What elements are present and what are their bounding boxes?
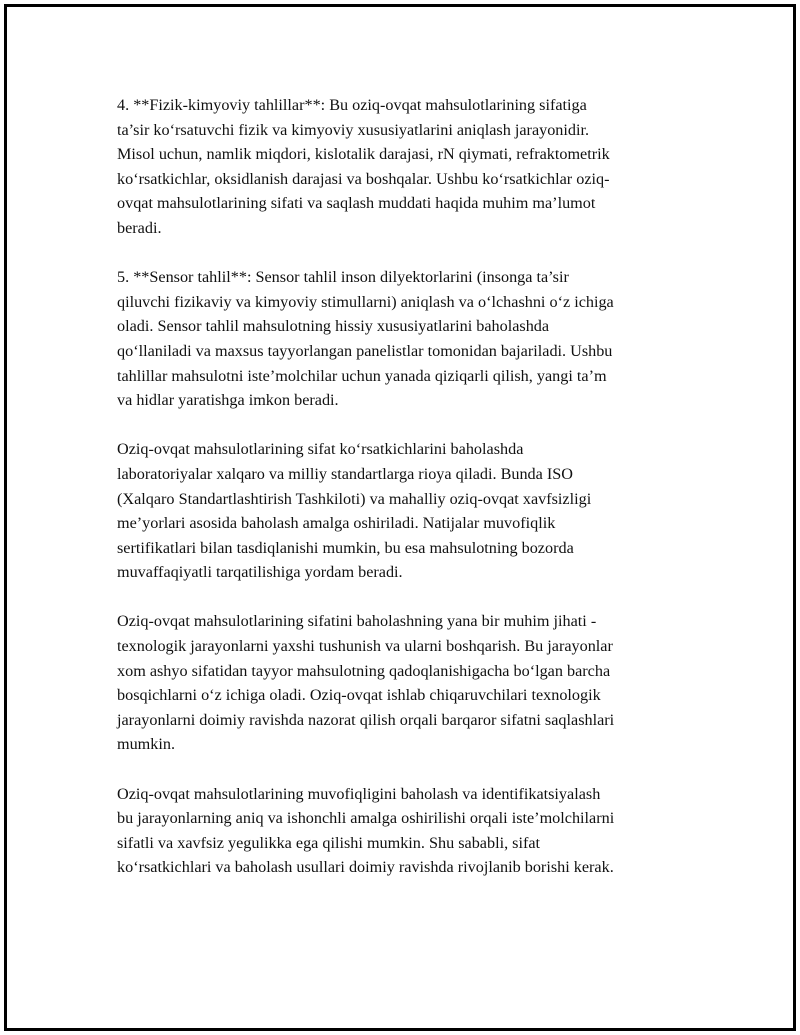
- document-body: [117, 93, 697, 880]
- text-line: ko‘rsatkichlari va baholash usullari doimiy ravishda rivojlanib borishi kerak.: [117, 858, 614, 877]
- text-line: va hidlar yaratishga imkon beradi.: [117, 391, 339, 410]
- text-line: (Xalqaro Standartlashtirish Tashkiloti) va mahalliy oziq-ovqat xavfsizligi: [117, 489, 592, 508]
- text-line: qiluvchi fizikaviy va kimyoviy stimullarni) aniqlash va o‘lchashni o‘z ichiga: [117, 292, 614, 311]
- text-line: tahlillar mahsulotni iste’molchilar uchun yanada qiziqarli qilish, yangi ta’m: [117, 366, 607, 385]
- paragraph-standards: [117, 437, 697, 585]
- text-line: muvaffaqiyatli tarqatilishiga yordam beradi.: [117, 563, 403, 582]
- text-line: Oziq-ovqat mahsulotlarining muvofiqligini baholash va identifikatsiyalash: [117, 784, 601, 803]
- paragraph-sensory-analysis: [117, 265, 697, 413]
- text-line: 4. **Fizik-kimyoviy tahlillar**: Bu oziq-ovqat mahsulotlarining sifatiga: [117, 96, 587, 114]
- text-line: beradi.: [117, 218, 162, 237]
- text-line: me’yorlari asosida baholash amalga oshiriladi. Natijalar muvofiqlik: [117, 514, 556, 533]
- text-line: mumkin.: [117, 735, 176, 754]
- paragraph-technological-processes: [117, 609, 697, 757]
- text-line: laboratoriyalar xalqaro va milliy standartlarga rioya qiladi. Bunda ISO: [117, 464, 573, 483]
- text-line: qo‘llaniladi va maxsus tayyorlangan panelistlar tomonidan bajariladi. Ushbu: [117, 341, 613, 360]
- text-line: bu jarayonlarning aniq va ishonchli amalga oshirilishi orqali iste’molchilarni: [117, 809, 615, 828]
- text-line: ko‘rsatkichlar, oksidlanish darajasi va boshqalar. Ushbu ko‘rsatkichlar oziq-: [117, 169, 610, 188]
- text-line: Oziq-ovqat mahsulotlarining sifat ko‘rsatkichlarini baholashda: [117, 440, 524, 459]
- paragraph-conformity-assessment: [117, 782, 697, 880]
- text-line: ovqat mahsulotlarining sifati va saqlash muddati haqida muhim ma’lumot: [117, 194, 596, 213]
- text-line: Oziq-ovqat mahsulotlarining sifatini baholashning yana bir muhim jihati -: [117, 612, 597, 631]
- text-line: 5. **Sensor tahlil**: Sensor tahlil inson dilyektorlarini (insonga ta’sir: [117, 268, 569, 287]
- text-line: ta’sir ko‘rsatuvchi fizik va kimyoviy xususiyatlarini aniqlash jarayonidir.: [117, 120, 590, 139]
- text-line: bosqichlarni o‘z ichiga oladi. Oziq-ovqat ishlab chiqaruvchilari texnologik: [117, 686, 601, 705]
- paragraph-physicochemical-analysis: [117, 93, 697, 241]
- text-line: sifatli va xavfsiz yegulikka ega qilishi mumkin. Shu sababli, sifat: [117, 833, 541, 852]
- text-line: Misol uchun, namlik miqdori, kislotalik darajasi, rN qiymati, refraktometrik: [117, 145, 610, 164]
- text-line: texnologik jarayonlarni yaxshi tushunish va ularni boshqarish. Bu jarayonlar: [117, 637, 613, 656]
- text-line: jarayonlarni doimiy ravishda nazorat qilish orqali barqaror sifatni saqlashlari: [117, 710, 615, 729]
- text-line: sertifikatlari bilan tasdiqlanishi mumkin, bu esa mahsulotning bozorda: [117, 538, 574, 557]
- text-line: oladi. Sensor tahlil mahsulotning hissiy xususiyatlarini baholashda: [117, 317, 550, 336]
- text-line: xom ashyo sifatidan tayyor mahsulotning qadoqlanishigacha bo‘lgan barcha: [117, 661, 611, 680]
